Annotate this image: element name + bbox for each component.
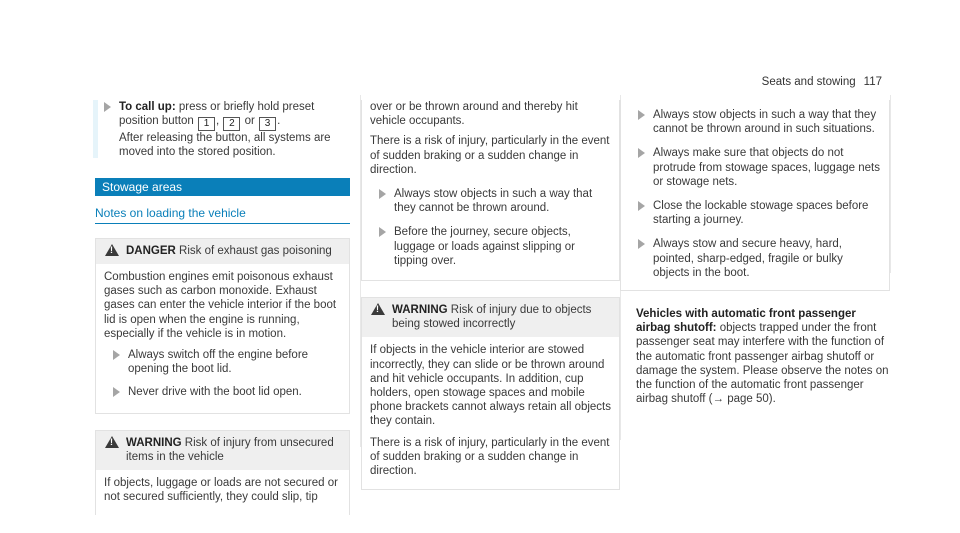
danger-body (96, 264, 349, 413)
danger-header (96, 239, 349, 264)
warning-triangle-icon (371, 303, 385, 315)
warning-text: If objects in the vehicle interior are stowed incorrectly, they can slide or be thrown around and hit vehicle occupants. In addition, cup holders, open stowage spaces and mobile phone brackets cannot always retain all objects they contain. (370, 344, 612, 428)
page-reference-link[interactable]: page 50 (727, 393, 769, 406)
warning-continued-text: over or be thrown around and thereby hit vehicle occupants. (370, 101, 578, 128)
page-header (762, 75, 882, 89)
preset-key-1: 1 (198, 117, 215, 131)
warning-triangle-icon (105, 244, 119, 256)
warning-header (362, 298, 619, 337)
warning-bullet: Always make sure that objects do not protrude from stowage spaces, luggage nets or stowage nets. (629, 146, 881, 189)
danger-bullet: Always switch off the engine before opening the boot lid. (104, 348, 341, 376)
column-1 (95, 100, 350, 515)
airbag-note: Vehicles with automatic front passenger airbag shutoff: objects trapped under the front passenger seat may interfere with the function of the automatic front passenger airbag shutoff or damage the system. Please observe the notes on the function of the automatic front passenger airbag shutoff (→ page 50). (636, 308, 889, 406)
call-up-text: press or briefly hold preset position button (119, 101, 315, 128)
warning-box-stowed-incorrectly (361, 297, 620, 490)
column-2 (369, 100, 620, 506)
bullet-arrow-icon (638, 110, 645, 120)
warning-body (96, 470, 349, 515)
danger-title: Risk of exhaust gas poisoning (179, 244, 332, 257)
call-up-step: To call up: press or briefly hold preset position button 1 , 2 or 3 . After releasing the button, all systems are moved into the stored position. (95, 100, 350, 160)
bullet-arrow-icon (379, 227, 386, 237)
bullet-arrow-icon (638, 148, 645, 158)
preset-key-3: 3 (259, 117, 276, 131)
bullet-arrow-icon (113, 387, 120, 397)
column-3 (620, 100, 890, 406)
warning-bullet: Always stow objects in such a way that they cannot be thrown around in such situations. (629, 108, 881, 136)
warning-header (96, 431, 349, 470)
warning-box-continued (620, 100, 890, 291)
warning-risk-text: There is a risk of injury, particularly in the event of sudden braking or a sudden change in direction. (370, 135, 610, 176)
column-divider (890, 95, 891, 273)
warning-risk-text: There is a risk of injury, particularly in the event of sudden braking or a sudden change in direction. (370, 436, 610, 478)
airbag-note-label: Vehicles with automatic front passenger airbag shutoff: (636, 308, 856, 335)
page-number: 117 (863, 76, 882, 88)
warning-label: WARNING (392, 304, 448, 317)
header-section: Seats and stowing (761, 76, 856, 88)
warning-title: Risk of injury due to objects being stowed incorrectly (392, 304, 592, 331)
warning-triangle-icon (105, 436, 119, 448)
danger-label: DANGER (126, 244, 176, 257)
call-up-label: To call up: (119, 101, 176, 113)
page-ref-arrow-icon: → (712, 393, 725, 406)
warning-bullet: Always stow and secure heavy, hard, pointed, sharp-edged, fragile or bulky objects in the boot. (629, 237, 881, 280)
airbag-note-text: objects trapped under the front passenger seat may interfere with the function of the automatic front passenger airbag shutoff or damage the system. Please observe the notes on the function of the automatic front passenger airbag shutoff ( (636, 322, 889, 406)
step-marker-bar (93, 100, 98, 158)
bullet-arrow-icon (104, 102, 111, 112)
danger-bullet: Never drive with the boot lid open. (104, 385, 341, 399)
danger-box (95, 238, 350, 414)
warning-bullet: Always stow objects in such a way that they cannot be thrown around. (370, 187, 611, 215)
section-title: Stowage areas (95, 178, 350, 196)
call-up-after-text: After releasing the button, all systems are moved into the stored position. (119, 132, 331, 159)
bullet-arrow-icon (379, 189, 386, 199)
bullet-arrow-icon (638, 239, 645, 249)
danger-text: Combustion engines emit poisonous exhaust gases such as carbon monoxide. Exhaust gases can enter the vehicle interior if the boot lid is open when the engine is running, especially if the vehicle is in motion. (104, 271, 337, 340)
subsection-title: Notes on loading the vehicle (95, 206, 350, 224)
bullet-arrow-icon (113, 350, 120, 360)
warning-bullet: Before the journey, secure objects, luggage or loads against slipping or tipping over. (370, 225, 611, 268)
warning-box-continued (361, 100, 620, 281)
preset-key-2: 2 (223, 117, 240, 131)
warning-text: If objects, luggage or loads are not secured or not secured sufficiently, they could slip, tip (104, 477, 338, 504)
bullet-arrow-icon (638, 201, 645, 211)
warning-title: Risk of injury from unsecured items in the vehicle (126, 436, 334, 463)
warning-body (362, 337, 619, 489)
warning-label: WARNING (126, 436, 182, 449)
warning-box-unsecured-items (95, 430, 350, 516)
warning-bullet: Close the lockable stowage spaces before starting a journey. (629, 199, 881, 227)
